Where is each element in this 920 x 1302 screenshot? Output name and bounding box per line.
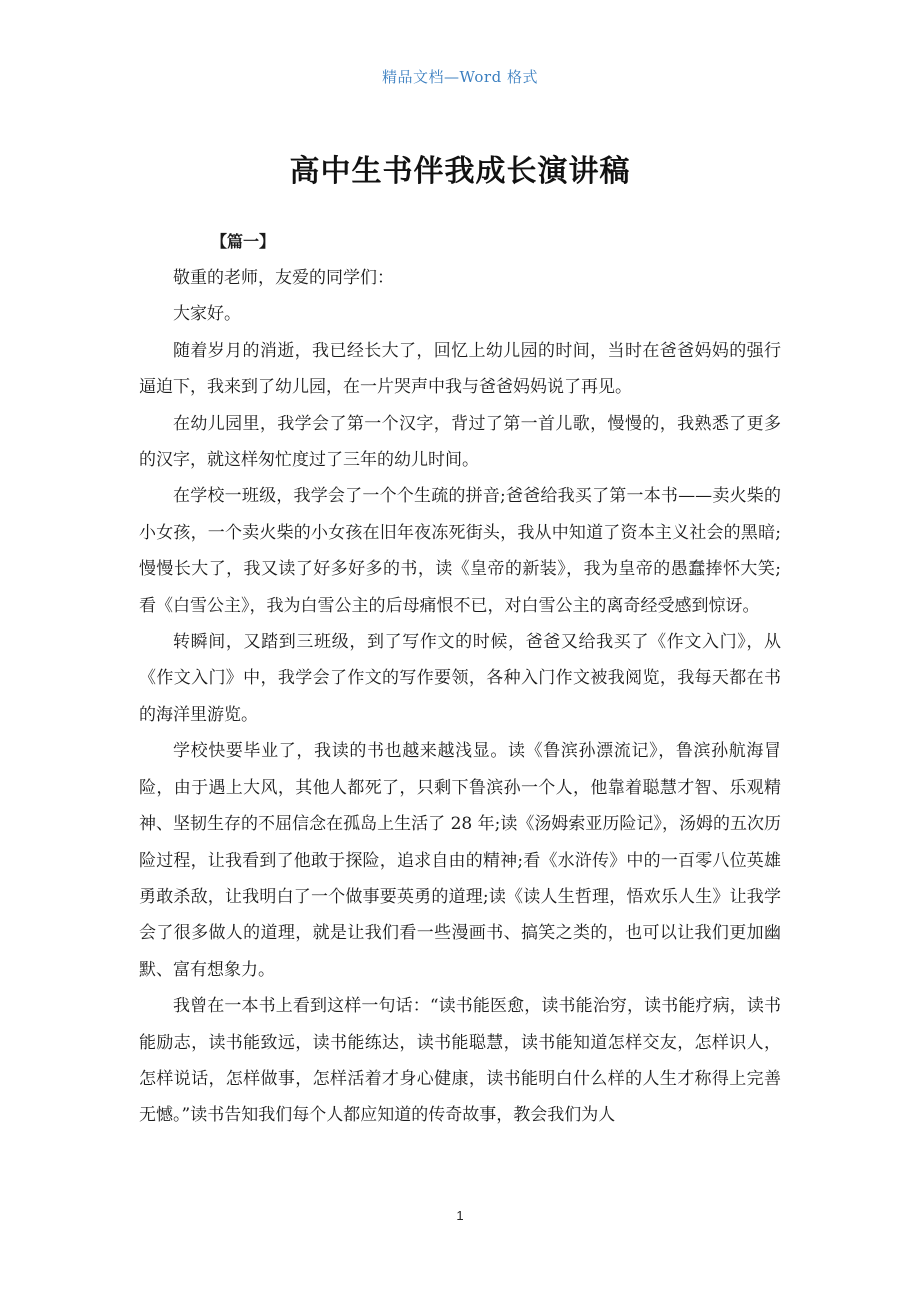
paragraph-graduation-reading: 学校快要毕业了，我读的书也越来越浅显。读《鲁滨孙漂流记》，鲁滨孙航海冒险，由于遇上大风，其他人都死了，只剩下鲁滨孙一个人，他靠着聪慧才智、乐观精神、坚韧生存的不屈信念在孤岛上生活了 28 年;读《汤姆索亚历险记》，汤姆的五次历险过程，让我看到了他敢于探险，追求自由的精神;看《水浒传》中的一百零八位英雄勇敢杀敌，让我明白了一个做事要英勇的道理;读《读人生哲理，悟欢乐人生》让我学会了很多做人的道理，就是让我们看一些漫画书、搞笑之类的，也可以让我们更加幽默、富有想象力。 bbox=[139, 741, 781, 980]
paragraph-kindergarten-learning: 在幼儿园里，我学会了第一个汉字，背过了第一首儿歌，慢慢的，我熟悉了更多的汉字，就这样匆忙度过了三年的幼儿时间。 bbox=[139, 413, 781, 471]
paragraph-salutation: 敬重的老师，友爱的同学们： bbox=[173, 268, 394, 288]
paragraph-kindergarten-arrival: 随着岁月的消逝，我已经长大了，回忆上幼儿园的时间，当时在爸爸妈妈的强行逼迫下，我来到了幼儿园，在一片哭声中我与爸爸妈妈说了再见。 bbox=[139, 340, 781, 398]
paragraph-reading-quote: 我曾在一本书上看到这样一句话：“读书能医愈，读书能治穷，读书能疗病，读书能励志，读书能致远，读书能练达，读书能聪慧，读书能知道怎样交友，怎样识人，怎样说话，怎样做事，怎样活着才身心健康，读书能明白什么样的人生才称得上完善无憾。”读书告知我们每个人都应知道的传奇故事，教会我们为人 bbox=[139, 996, 781, 1126]
paragraph-first-grade: 在学校一班级，我学会了一个个生疏的拼音;爸爸给我买了第一本书——卖火柴的小女孩，一个卖火柴的小女孩在旧年夜冻死街头，我从中知道了资本主义社会的黑暗;慢慢长大了，我又读了好多好多的书，读《皇帝的新装》，我为皇帝的愚蠢捧怀大笑;看《白雪公主》，我为白雪公主的后母痛恨不已，对白雪公主的离奇经受感到惊讶。 bbox=[139, 486, 781, 616]
paragraph-greeting: 大家好。 bbox=[173, 304, 241, 325]
section-heading: 【篇一】 bbox=[211, 232, 276, 251]
document-header: 精品文档—Word 格式 bbox=[382, 68, 538, 86]
paragraph-third-grade: 转瞬间，又踏到三班级，到了写作文的时候，爸爸又给我买了《作文入门》，从《作文入门》中，我学会了作文的写作要领，各种入门作文被我阅览，我每天都在书的海洋里游览。 bbox=[139, 632, 781, 725]
document-body bbox=[139, 224, 781, 1134]
page-number: 1 bbox=[456, 1208, 464, 1223]
document-title: 高中生书伴我成长演讲稿 bbox=[289, 154, 631, 189]
